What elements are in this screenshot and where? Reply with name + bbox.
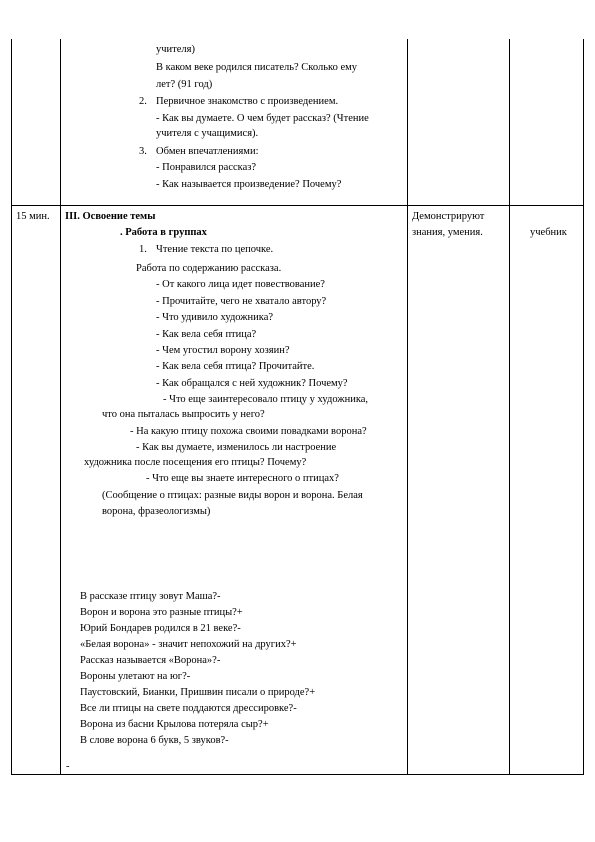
row1-line: - Как называется произведение? Почему? — [156, 179, 342, 190]
row1-line: - Как вы думаете. О чем будет рассказ? (Чтение — [156, 113, 369, 124]
column-divider-1 — [60, 39, 61, 775]
question-line: - Что еще вы знаете интересного о птицах? — [146, 473, 339, 484]
quiz-line: Паустовский, Бианки, Пришвин писали о природе?+ — [80, 687, 316, 698]
note-line: (Сообщение о птицах: разные виды ворон и ворона. Белая — [102, 490, 363, 501]
resource-cell: учебник — [530, 227, 567, 238]
question-line: - Чем угостил ворону хозяин? — [156, 345, 290, 356]
question-line: - Как вела себя птица? Прочитайте. — [156, 361, 315, 372]
question-line: что она пыталась выпросить у него? — [102, 409, 265, 420]
question-line: - Как вела себя птица? — [156, 329, 257, 340]
subsection-title: . Работа в группах — [120, 227, 207, 238]
row-divider — [11, 205, 584, 206]
row1-line: Первичное знакомство с произведением. — [156, 96, 339, 107]
quiz-line: Все ли птицы на свете поддаются дрессировке?- — [80, 703, 297, 714]
column-divider-3 — [509, 39, 510, 775]
student-activity-line: Демонстрируют — [412, 211, 485, 222]
list-number: 3. — [139, 146, 147, 157]
list-number: 1. — [139, 244, 147, 255]
question-line: - От какого лица идет повествование? — [156, 279, 325, 290]
quiz-line: В рассказе птицу зовут Маша?- — [80, 591, 221, 602]
section-title: III. Освоение темы — [65, 211, 156, 222]
quiz-line: Ворона из басни Крылова потеряла сыр?+ — [80, 719, 269, 730]
row1-line: - Понравился рассказ? — [156, 162, 257, 173]
time-cell: 15 мин. — [16, 211, 50, 222]
work-title: Работа по содержанию рассказа. — [136, 263, 282, 274]
quiz-line: «Белая ворона» - значит непохожий на других?+ — [80, 639, 297, 650]
row1-line: учителя с учащимися). — [156, 128, 259, 139]
question-line: - Как обращался с ней художник? Почему? — [156, 378, 348, 389]
row1-line: лет? (91 год) — [156, 79, 213, 90]
question-line: - Прочитайте, чего не хватало автору? — [156, 296, 327, 307]
list-item: Чтение текста по цепочке. — [156, 244, 274, 255]
question-line: художника после посещения его птицы? Почему? — [84, 457, 307, 468]
quiz-line: Ворон и ворона это разные птицы?+ — [80, 607, 243, 618]
question-line: - Как вы думаете, изменилось ли настроение — [136, 442, 337, 453]
column-divider-2 — [407, 39, 408, 775]
question-line: - На какую птицу похожа своими повадками ворона? — [130, 426, 367, 437]
quiz-line: Юрий Бондарев родился в 21 веке?- — [80, 623, 241, 634]
question-line: - Что удивило художника? — [156, 312, 274, 323]
question-line: - Что еще заинтересовало птицу у художника, — [163, 394, 369, 405]
row1-line: В каком веке родился писатель? Сколько ему — [156, 62, 358, 73]
quiz-line: Рассказ называется «Ворона»?- — [80, 655, 221, 666]
quiz-line: В слове ворона 6 букв, 5 звуков?- — [80, 735, 229, 746]
row1-line: Обмен впечатлениями: — [156, 146, 259, 157]
trailing-mark: - — [66, 761, 70, 772]
list-number: 2. — [139, 96, 147, 107]
row1-line: учителя) — [156, 44, 195, 55]
student-activity-line: знания, умения. — [412, 227, 483, 238]
table-border-right — [583, 39, 584, 775]
table-border-bottom — [11, 774, 584, 775]
quiz-line: Вороны улетают на юг?- — [80, 671, 191, 682]
note-line: ворона, фразеологизмы) — [102, 506, 211, 517]
table-border-left — [11, 39, 12, 775]
